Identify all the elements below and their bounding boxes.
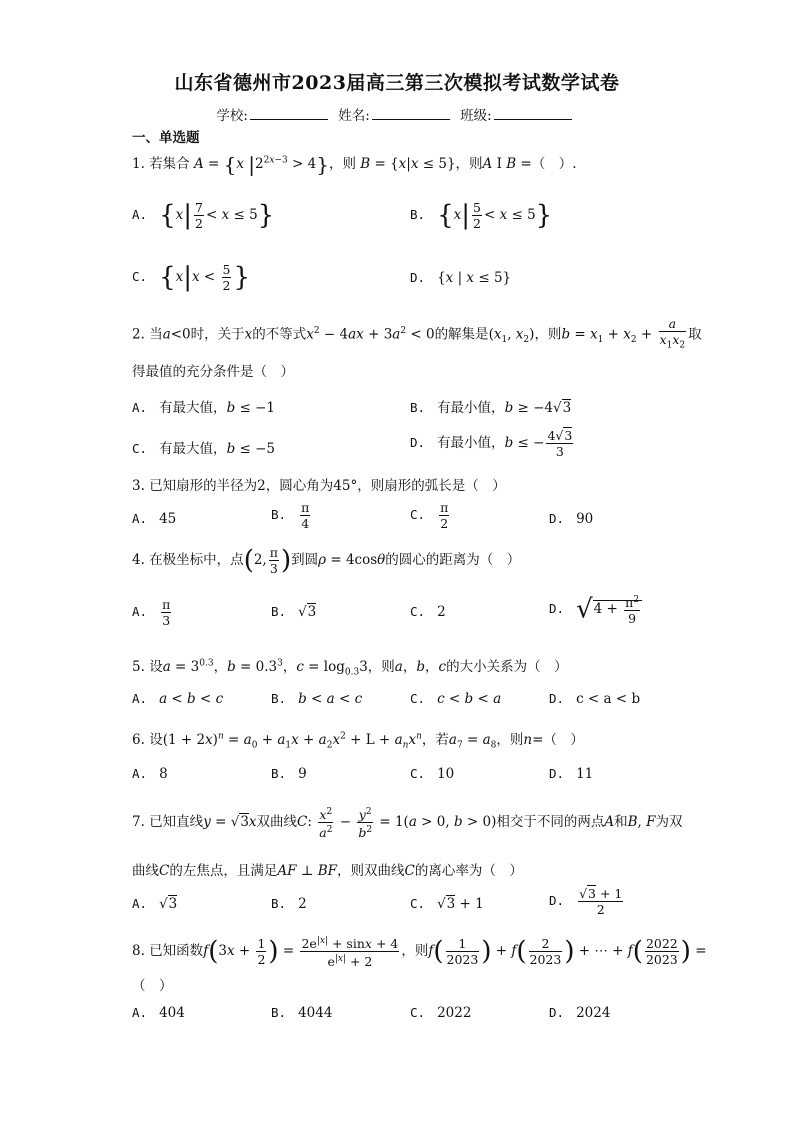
- question-2: 2. 当a<0时，关于x的不等式$x^2 - 4ax + 3a^2 < 0$的解集是($x_1$, $x_2$)，则$b = x_1 + x_2$ + $\frac{a}{x_1x_2}$ 取: [132, 316, 702, 354]
- option-4d[interactable]: D. √4 + $\frac{\pi^2}{9}$: [549, 593, 642, 626]
- question-number: 7.: [132, 814, 145, 831]
- question-text: 曲线: [132, 863, 159, 879]
- math-expr: A = {x $|2^{2x-3} > 4$}: [193, 152, 329, 177]
- question-text: 设: [149, 732, 163, 748]
- school-label: 学校:: [216, 108, 248, 124]
- option-1c[interactable]: C. {x|x < $\frac{5}{2}$ }: [132, 262, 251, 293]
- option-1b[interactable]: B. {x| $\frac{5}{2}$ < x ≤ 5}: [410, 200, 553, 231]
- option-text: c < a < b: [576, 691, 641, 707]
- option-2c[interactable]: C. 有最大值，b ≤ −5: [132, 441, 276, 457]
- option-text: 2024: [576, 1005, 611, 1021]
- question-text: =（ ）: [532, 732, 584, 748]
- class-label: 班级:: [460, 108, 492, 124]
- section-heading: 一、单选题: [132, 130, 200, 146]
- question-text: 设: [149, 659, 163, 675]
- option-label: C.: [132, 269, 148, 284]
- option-5a[interactable]: A. a < b < c: [132, 691, 224, 707]
- option-4a[interactable]: A. $\frac{\pi}{3}$: [132, 597, 171, 628]
- question-text: 的大小关系为（ ）: [446, 659, 568, 675]
- option-1a[interactable]: A. {x| $\frac{7}{2}$ < x ≤ 5}: [132, 200, 275, 231]
- option-7b[interactable]: [271, 896, 307, 912]
- option-label: C.: [410, 604, 426, 619]
- option-6d[interactable]: [549, 766, 593, 782]
- option-label: D.: [549, 511, 565, 526]
- question-text: ，则: [455, 156, 483, 172]
- option-text: 2022: [437, 1005, 472, 1021]
- math-expr: A I B =: [482, 156, 532, 172]
- question-4: 4. 在极坐标中，点(2, $\frac{\pi}{3}$ )到圆ρ = 4cosθ的圆心的距离为（ ）: [132, 545, 521, 576]
- question-text: ，则: [496, 732, 524, 748]
- option-label: A.: [132, 1005, 148, 1020]
- option-label: A.: [132, 766, 148, 781]
- option-text: 45: [159, 511, 177, 527]
- question-8: 8. 已知函数f(3x + $\frac{1}{2}$ ) = $\frac{2e^{|x|} + \sin x + 4}{e^{|x|} + 2}$ ，则f( $\frac{1}{2023}$ ) + f( $\frac{2}{2023}$ ) + ⋯ + f( $\frac{2022}{2023}$ ) =: [132, 936, 707, 970]
- question-text: 已知扇形的半径为2，圆心角为45°，则扇形的弧长是（ ）: [149, 478, 506, 494]
- option-7c[interactable]: C. √3 + 1: [410, 896, 484, 912]
- option-7d[interactable]: D. $\frac{√3 + 1}{2}$: [549, 886, 623, 917]
- question-number: 2.: [132, 326, 145, 343]
- option-6b[interactable]: [271, 766, 307, 782]
- student-info-line: [0, 104, 794, 124]
- option-6c[interactable]: [410, 766, 454, 782]
- question-text: 双曲线: [256, 814, 298, 831]
- option-label: C.: [410, 1005, 426, 1020]
- option-label: C.: [410, 507, 426, 522]
- option-2d[interactable]: D. 有最小值，b ≤ − $\frac{4√3}{3}$: [410, 428, 573, 459]
- option-label: C.: [132, 441, 148, 456]
- name-blank[interactable]: [372, 107, 450, 120]
- question-text: 相交于不同的两点: [496, 814, 605, 831]
- question-text: 的不等式: [252, 326, 307, 343]
- option-text: 404: [159, 1005, 185, 1021]
- question-text: （ ）.: [531, 156, 577, 172]
- option-5d[interactable]: [549, 691, 640, 707]
- option-label: A.: [132, 604, 148, 619]
- option-text: 2: [298, 896, 307, 912]
- question-6: 6. 设$(1 + 2x)^n = a_0 + a_1x + a_2x^2 + L + a_nx^n$，若$a_7 = a_8$，则n=（ ）: [132, 731, 584, 751]
- option-8b[interactable]: [271, 1005, 332, 1021]
- option-8d[interactable]: [549, 1005, 610, 1021]
- question-number: 3.: [132, 478, 145, 494]
- option-text: 有最大值，: [159, 441, 227, 457]
- question-7: 7. 已知直线y = √3x双曲线C: $\frac{x^2}{a^2}$ − $\frac{y^2}{b^2}$ = 1(a > 0, b > 0)相交于不同的两点A和B, F为双: [132, 807, 683, 841]
- option-4b[interactable]: B. √3: [271, 604, 317, 620]
- option-label: D.: [549, 601, 565, 617]
- question-text: 的离心率为（ ）: [414, 863, 523, 879]
- question-number: 4.: [132, 552, 145, 568]
- option-label: A.: [132, 400, 148, 415]
- option-text: 有最小值，: [437, 435, 505, 451]
- question-text: 的解集是: [434, 326, 489, 343]
- page-title: 山东省德州市2023届高三第三次模拟考试数学试卷: [174, 72, 620, 94]
- option-label: B.: [271, 896, 287, 911]
- question-number: 5.: [132, 659, 145, 675]
- option-label: B.: [271, 691, 287, 706]
- option-4c[interactable]: [410, 604, 446, 620]
- question-5: 5. 设$a = 3^{0.3}$，$b = 0.3^3$，$c = \log_{0.3}3$，则a，b，c的大小关系为（ ）: [132, 658, 568, 678]
- question-text: 为双: [655, 814, 683, 831]
- option-8c[interactable]: [410, 1005, 471, 1021]
- option-3a[interactable]: [132, 511, 176, 527]
- option-3b[interactable]: B. $\frac{\pi}{4}$: [271, 500, 310, 531]
- question-3: [132, 474, 506, 494]
- option-text: 90: [576, 511, 594, 527]
- question-text: 的圆心的距离为（ ）: [385, 552, 521, 568]
- option-label: D.: [410, 435, 426, 450]
- option-label: C.: [410, 691, 426, 706]
- option-label: D.: [410, 270, 426, 285]
- option-text: 9: [298, 766, 307, 782]
- question-text: 已知直线: [149, 814, 204, 831]
- option-1d[interactable]: D. {x | x ≤ 5}: [410, 270, 512, 286]
- question-text: 已知函数: [149, 943, 204, 960]
- option-label: D.: [549, 893, 565, 908]
- option-8a[interactable]: [132, 1005, 185, 1021]
- option-text: 有最小值，: [437, 400, 505, 416]
- option-text: 11: [576, 766, 594, 782]
- question-number: 8.: [132, 943, 145, 960]
- question-text: ，则双曲线: [337, 863, 405, 879]
- option-label: C.: [410, 896, 426, 911]
- question-7-line2: 曲线C的左焦点，且满足AF ⊥ BF，则双曲线C的离心率为（ ）: [132, 863, 523, 879]
- question-text: 的左焦点，且满足: [169, 863, 278, 879]
- math-expr: B = {x|x ≤ 5}: [360, 156, 456, 172]
- option-3c[interactable]: C. $\frac{\pi}{2}$: [410, 500, 449, 531]
- question-text: ，则: [534, 326, 562, 343]
- option-text: 8: [159, 766, 168, 782]
- question-text: ，则: [401, 943, 429, 960]
- option-6a[interactable]: [132, 766, 168, 782]
- question-text: 时，关于: [190, 326, 245, 343]
- option-label: B.: [410, 400, 426, 415]
- question-text: 若集合: [149, 156, 190, 172]
- question-text: ，则: [328, 156, 356, 172]
- question-2-line2: 得最值的充分条件是（ ）: [132, 364, 294, 380]
- option-label: A.: [132, 896, 148, 911]
- option-2a[interactable]: A. 有最大值，b ≤ −1: [132, 400, 276, 416]
- question-text: ，则: [367, 659, 395, 675]
- class-blank[interactable]: [494, 107, 572, 120]
- option-7a[interactable]: A. √3: [132, 896, 178, 912]
- question-text: 在极坐标中，点: [149, 552, 244, 568]
- option-label: D.: [549, 691, 565, 706]
- option-label: A.: [132, 511, 148, 526]
- option-5b[interactable]: B. b < a < c: [271, 691, 363, 707]
- option-label: A.: [132, 207, 148, 222]
- option-label: B.: [410, 207, 426, 222]
- question-number: 1.: [132, 156, 145, 172]
- option-label: B.: [271, 604, 287, 619]
- option-label: A.: [132, 691, 148, 706]
- option-label: C.: [410, 766, 426, 781]
- option-3d[interactable]: [549, 511, 593, 527]
- option-label: B.: [271, 1005, 287, 1020]
- question-text: 取: [688, 326, 702, 343]
- option-text: 4044: [298, 1005, 333, 1021]
- option-text: 10: [437, 766, 455, 782]
- option-2b[interactable]: B. 有最小值，b ≥ −4√3: [410, 400, 572, 416]
- question-text: 当: [149, 326, 163, 343]
- question-8-line2: （ ）: [132, 978, 173, 994]
- option-label: B.: [271, 507, 287, 522]
- option-text: 有最大值，: [159, 400, 227, 416]
- option-label: D.: [549, 1005, 565, 1020]
- question-text: 到圆: [291, 552, 319, 568]
- school-blank[interactable]: [250, 107, 328, 120]
- option-label: B.: [271, 766, 287, 781]
- option-5c[interactable]: C. c < b < a: [410, 691, 502, 707]
- name-label: 姓名:: [338, 108, 370, 124]
- option-label: D.: [549, 766, 565, 781]
- question-1: [132, 152, 577, 177]
- question-text: ，若: [421, 732, 449, 748]
- option-text: 2: [437, 604, 446, 620]
- question-number: 6.: [132, 732, 145, 748]
